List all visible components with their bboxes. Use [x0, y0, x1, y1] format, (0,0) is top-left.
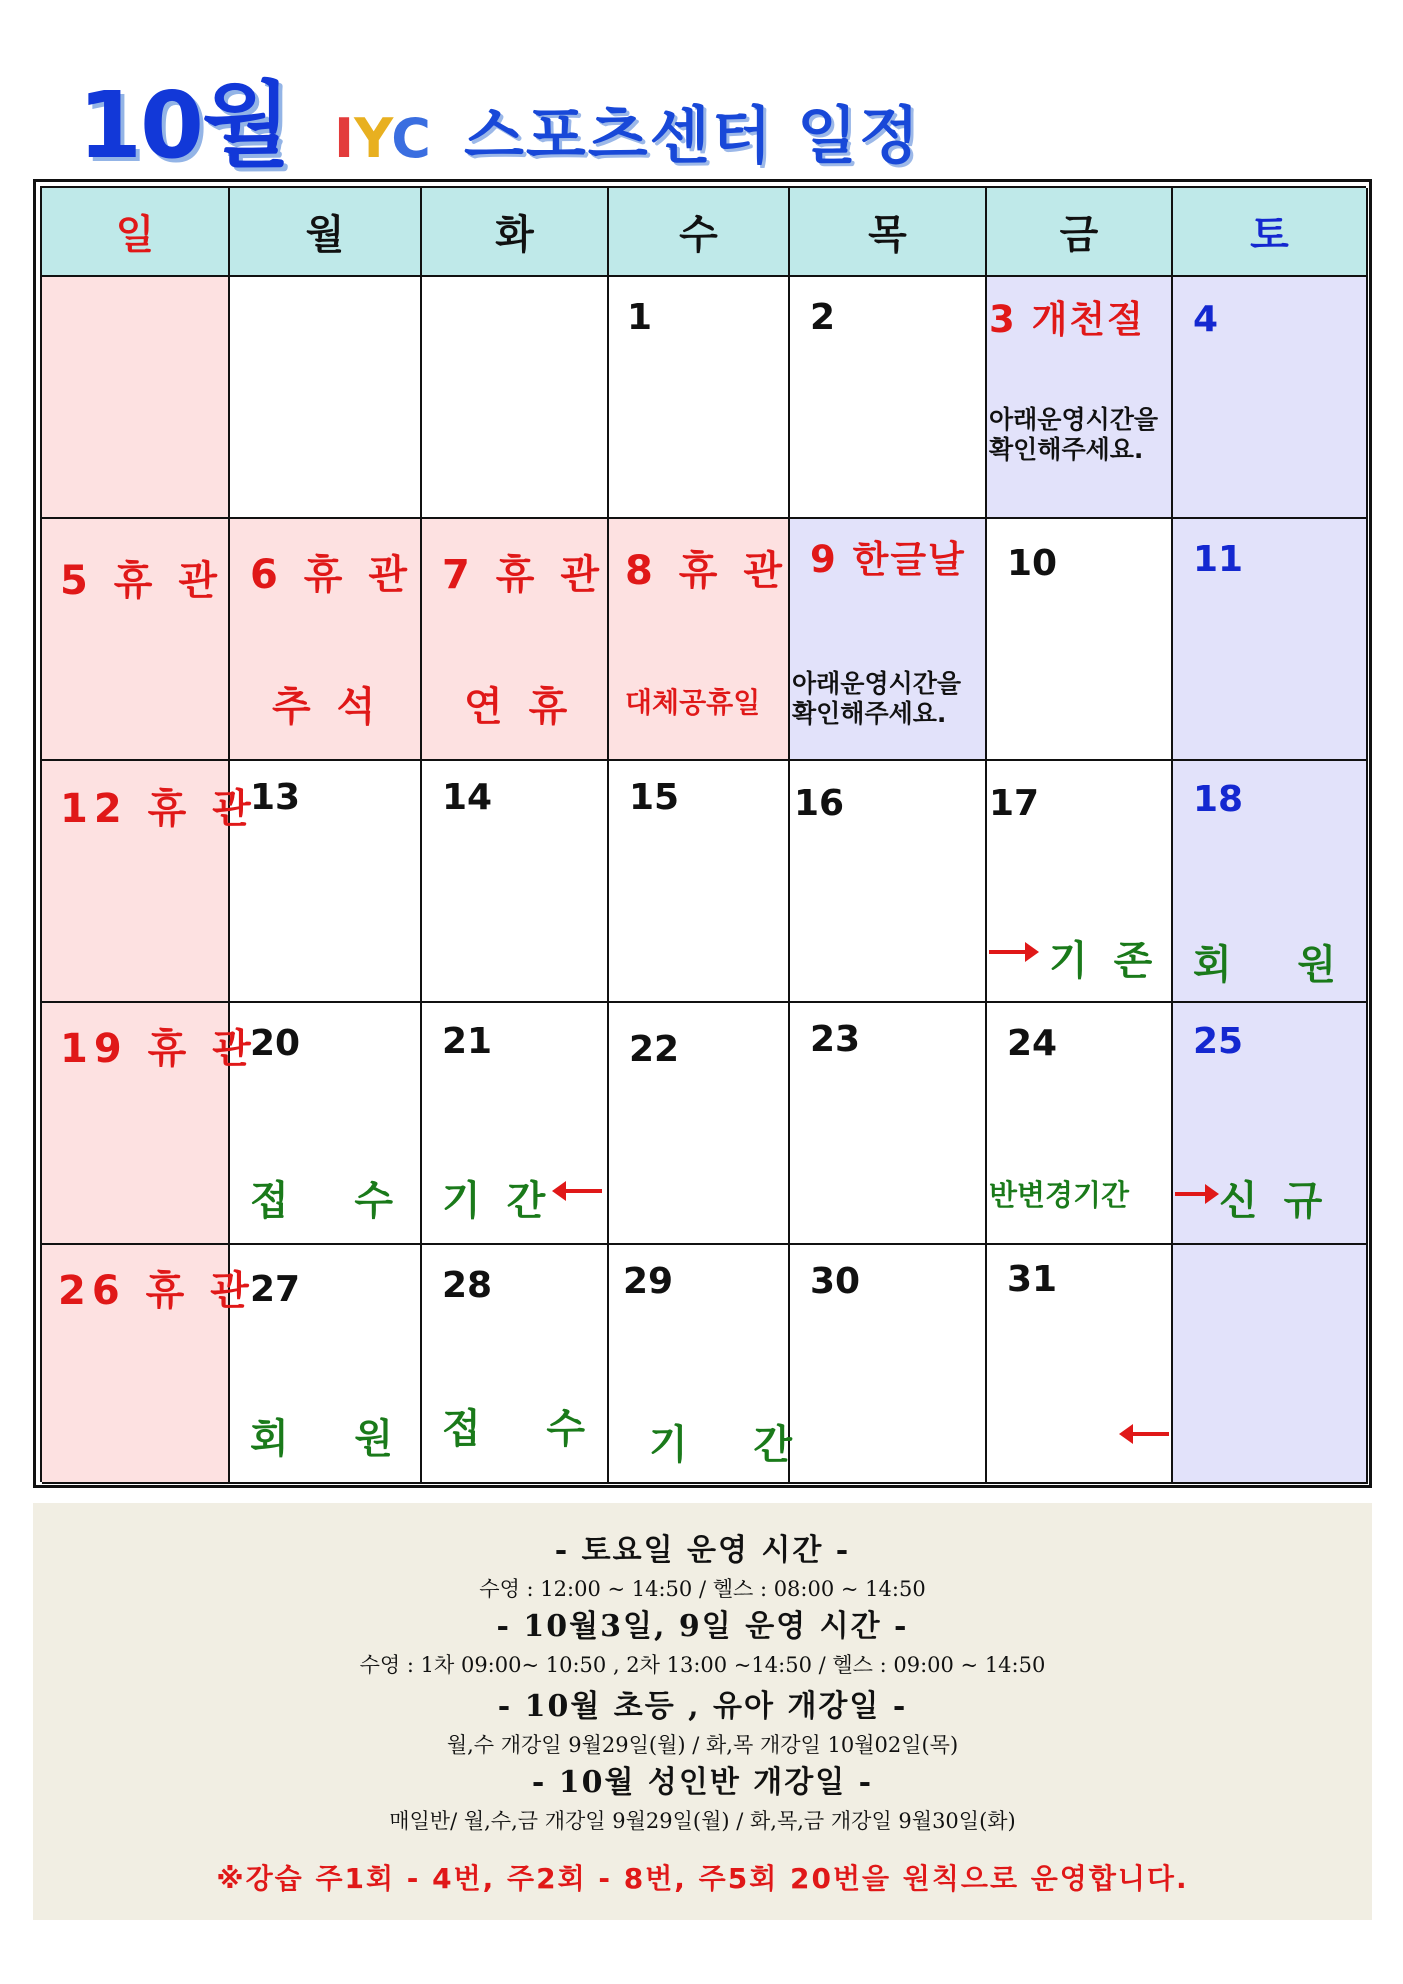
- adult-opening-detail: 매일반/ 월,수,금 개강일 9월29일(월) / 화,목,금 개강일 9월30일(화): [389, 1809, 1016, 1833]
- day-cell-27: [230, 1245, 422, 1484]
- arrow-right-icon: [989, 950, 1029, 954]
- period-label: 기 존: [1049, 938, 1159, 984]
- day-number: 25: [1193, 1021, 1244, 1062]
- period-label: 기 간: [649, 1422, 799, 1468]
- day-number: 22: [629, 1029, 680, 1070]
- weekday-fri: 금: [987, 188, 1173, 277]
- title-iyc: IYC: [334, 107, 431, 170]
- weekday-tue: 화: [422, 188, 609, 277]
- day-number: 27: [250, 1269, 301, 1310]
- weekday-wed: 수: [609, 188, 790, 277]
- title-text: 스포츠센터 일정: [464, 99, 921, 172]
- arrow-left-icon: [1129, 1432, 1169, 1436]
- day-number: 11: [1193, 539, 1244, 580]
- closed-label: 12 휴 관: [60, 786, 257, 832]
- day-cell-23: [790, 1003, 987, 1245]
- day-cell-11: [1173, 519, 1368, 761]
- day-cell-1: [609, 277, 790, 519]
- day-cell-empty: [1173, 1245, 1368, 1484]
- closed-label: 8 휴 관: [625, 548, 788, 594]
- day-number: 17: [989, 783, 1040, 824]
- day-note: 아래운영시간을 확인해주세요.: [792, 669, 962, 728]
- day-cell-7: [422, 519, 609, 761]
- weekday-sat: 토: [1173, 188, 1368, 277]
- closed-label: 5 휴 관: [60, 558, 223, 604]
- title-month: 10월: [78, 72, 289, 179]
- day-number: 4: [1193, 299, 1219, 340]
- period-label: 접 수: [250, 1178, 400, 1224]
- day-number: 24: [1007, 1023, 1058, 1064]
- arrow-right-icon: [1175, 1192, 1209, 1196]
- day-number: 23: [810, 1019, 861, 1060]
- day-cell-18: [1173, 761, 1368, 1003]
- day-cell-29: [609, 1245, 799, 1484]
- day-cell-17: [987, 761, 1173, 1003]
- saturday-hours-detail: 수영 : 12:00 ~ 14:50 / 헬스 : 08:00 ~ 14:50: [479, 1577, 926, 1601]
- day-cell-9: [790, 519, 987, 761]
- day-cell-4: [1173, 277, 1368, 519]
- day-cell-5: [42, 519, 230, 761]
- day-number: 1: [627, 297, 653, 338]
- day-cell-empty: [422, 277, 609, 519]
- day-cell-30: [790, 1245, 987, 1484]
- closed-label: 7 휴 관: [442, 552, 605, 598]
- holiday-label: 9 한글날: [810, 538, 966, 581]
- policy-footer: ※강습 주1회 - 4번, 주2회 - 8번, 주5회 20번을 원칙으로 운영합니다.: [216, 1862, 1189, 1895]
- day-number: 29: [623, 1261, 674, 1302]
- arrow-left-icon: [562, 1189, 602, 1193]
- day-cell-14: [422, 761, 609, 1003]
- kids-opening-detail: 월,수 개강일 9월29일(월) / 화,목 개강일 10월02일(목): [446, 1733, 959, 1757]
- info-panel: [33, 1503, 1372, 1920]
- saturday-hours-title: - 토요일 운영 시간 -: [554, 1533, 851, 1568]
- day-cell-empty: [230, 277, 422, 519]
- closed-label: 6 휴 관: [250, 552, 413, 598]
- day-number: 13: [250, 777, 301, 818]
- holiday-label: 대체공휴일: [625, 686, 761, 719]
- holiday-label: 추 석: [272, 684, 382, 730]
- day-cell-22: [609, 1003, 790, 1245]
- day-number: 30: [810, 1261, 861, 1302]
- day-number: 18: [1193, 779, 1244, 820]
- day-cell-10: [987, 519, 1173, 761]
- day-cell-24: [987, 1003, 1173, 1245]
- day-cell-15: [609, 761, 790, 1003]
- period-label: 회 원: [1193, 942, 1343, 988]
- day-number: 21: [442, 1021, 493, 1062]
- day-cell-31: [987, 1245, 1173, 1484]
- closed-label: 26 휴 관: [58, 1268, 255, 1314]
- closed-label: 19 휴 관: [60, 1026, 257, 1072]
- weekday-sun: 일: [42, 188, 230, 277]
- period-label: 회 원: [250, 1416, 400, 1462]
- day-number: 28: [442, 1265, 493, 1306]
- day-cell-25: [1173, 1003, 1368, 1245]
- day-cell-21: [422, 1003, 609, 1245]
- day-number: 15: [629, 777, 680, 818]
- period-label: 접 수: [442, 1406, 592, 1452]
- holiday-hours-detail: 수영 : 1차 09:00~ 10:50 , 2차 13:00 ~14:50 / 헬스 : 09:00 ~ 14:50: [359, 1653, 1046, 1677]
- period-label: 신 규: [1219, 1178, 1329, 1224]
- weekday-mon: 월: [230, 188, 422, 277]
- day-note: 아래운영시간을 확인해주세요.: [989, 405, 1159, 464]
- period-label: 반변경기간: [989, 1178, 1130, 1212]
- adult-opening-title: - 10월 성인반 개강일 -: [531, 1765, 874, 1800]
- day-number: 2: [810, 297, 836, 338]
- page-title: [78, 52, 921, 179]
- day-cell-3: [987, 277, 1173, 519]
- day-cell-6: [230, 519, 422, 761]
- kids-opening-title: - 10월 초등 , 유아 개강일 -: [497, 1689, 908, 1724]
- holiday-hours-title: - 10월3일, 9일 운영 시간 -: [496, 1609, 909, 1644]
- day-cell-28: [422, 1245, 609, 1484]
- day-cell-26: [42, 1245, 255, 1484]
- day-cell-2: [790, 277, 987, 519]
- day-cell-empty: [42, 277, 230, 519]
- period-label: 기 간: [442, 1178, 552, 1224]
- day-number: 10: [1007, 543, 1058, 584]
- day-cell-20: [230, 1003, 422, 1245]
- calendar-grid: [40, 186, 1366, 1482]
- day-cell-19: [42, 1003, 257, 1245]
- day-number: 20: [250, 1023, 301, 1064]
- day-number: 16: [794, 783, 845, 824]
- day-cell-8: [609, 519, 790, 761]
- day-cell-13: [230, 761, 422, 1003]
- day-number: 14: [442, 777, 493, 818]
- weekday-thu: 목: [790, 188, 987, 277]
- day-cell-12: [42, 761, 257, 1003]
- day-cell-16: [790, 761, 987, 1003]
- holiday-label: 3 개천절: [989, 298, 1145, 341]
- day-number: 31: [1007, 1259, 1058, 1300]
- holiday-label: 연 휴: [464, 684, 574, 730]
